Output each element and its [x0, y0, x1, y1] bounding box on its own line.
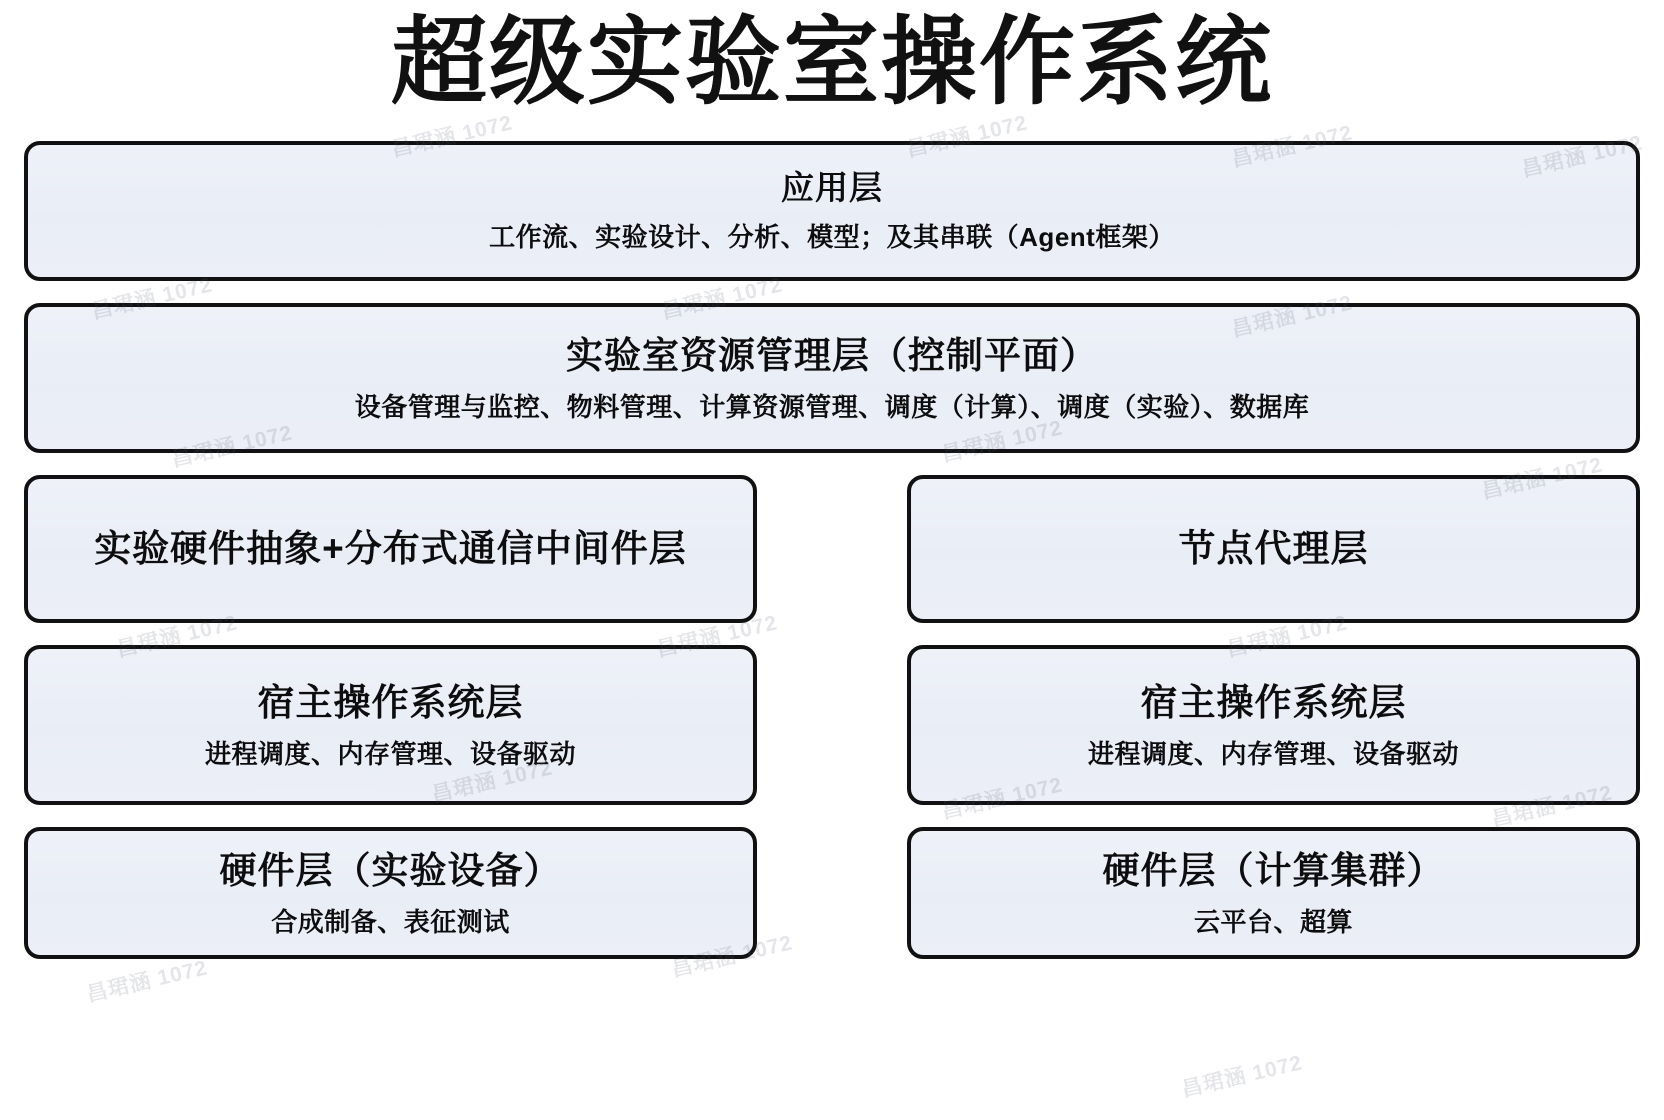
watermark-text: 昌珺涵 1072 — [389, 111, 515, 162]
layer-box-hardware-abstraction-layer — [24, 475, 757, 623]
row-middleware — [24, 475, 1640, 623]
layer-box-lab-resource-management-layer — [24, 303, 1640, 453]
watermark-text: 昌珺涵 1072 — [1179, 1051, 1305, 1102]
row-application — [24, 141, 1640, 281]
layer-subtitle: 合成制备、表征测试 — [271, 906, 510, 937]
watermark-text: 昌珺涵 1072 — [1489, 781, 1615, 832]
layer-title: 宿主操作系统层 — [1140, 681, 1407, 723]
watermark-text: 昌珺涵 1072 — [654, 611, 780, 662]
row-hardware — [24, 827, 1640, 959]
layer-box-host-os-layer-right — [907, 645, 1640, 805]
layer-box-host-os-layer-left — [24, 645, 757, 805]
layer-subtitle: 进程调度、内存管理、设备驱动 — [204, 738, 576, 769]
layer-title: 硬件层（计算集群） — [1102, 849, 1445, 891]
layer-title: 硬件层（实验设备） — [219, 849, 562, 891]
layer-box-application-layer — [24, 141, 1640, 281]
layer-box-node-agent-layer — [907, 475, 1640, 623]
row-resource-management — [24, 303, 1640, 453]
watermark-text: 昌珺涵 1072 — [84, 956, 210, 1007]
watermark-text: 昌珺涵 1072 — [659, 273, 785, 324]
layer-title: 宿主操作系统层 — [257, 681, 524, 723]
watermark-text: 昌珺涵 1072 — [1224, 611, 1350, 662]
layer-title: 实验室资源管理层（控制平面） — [566, 334, 1098, 376]
watermark-text: 昌珺涵 1072 — [904, 111, 1030, 162]
page-title: 超级实验室操作系统 — [391, 9, 1273, 116]
watermark-text: 昌珺涵 1072 — [669, 931, 795, 982]
layer-subtitle: 进程调度、内存管理、设备驱动 — [1087, 738, 1459, 769]
layer-title: 节点代理层 — [1178, 528, 1369, 570]
watermark-text: 昌珺涵 1072 — [114, 611, 240, 662]
layer-title: 实验硬件抽象+分布式通信中间件层 — [94, 528, 687, 570]
layer-subtitle: 设备管理与监控、物料管理、计算资源管理、调度（计算）、调度（实验）、数据库 — [354, 391, 1310, 422]
layer-box-hardware-layer-lab-equipment — [24, 827, 757, 959]
row-host-os — [24, 645, 1640, 805]
layer-subtitle: 工作流、实验设计、分析、模型；及其串联（Agent框架） — [489, 222, 1175, 253]
layer-box-hardware-layer-compute-cluster — [907, 827, 1640, 959]
watermark-text: 昌珺涵 1072 — [89, 273, 215, 324]
layer-title: 应用层 — [781, 169, 883, 207]
layer-subtitle: 云平台、超算 — [1193, 906, 1353, 937]
